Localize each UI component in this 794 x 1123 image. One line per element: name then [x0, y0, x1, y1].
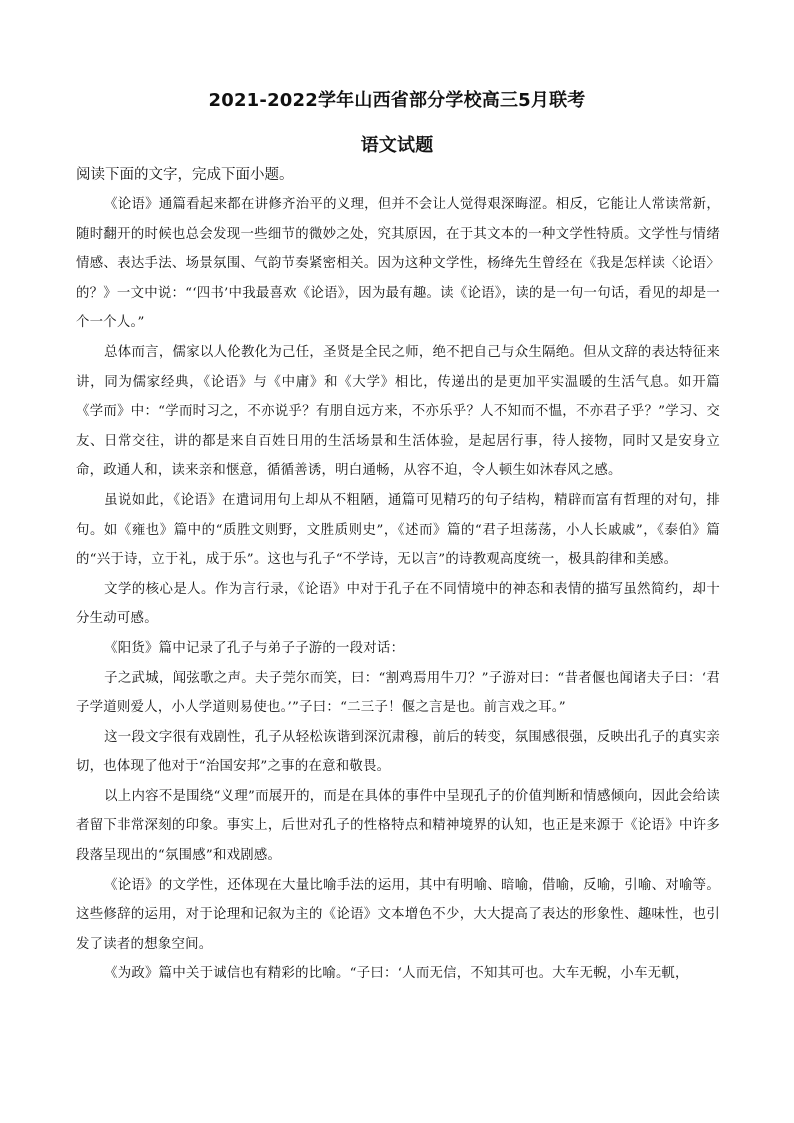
paragraph-9: 《论语》的文学性，还体现在大量比喻手法的运用，其中有明喻、暗喻，借喻，反喻，引喻、对喻等。这些修辞的运用，对于论理和记叙为主的《论语》文本增色不少，大大提高了表达的形象性、趣味性，也引发了读者的想象空间。 [76, 877, 720, 952]
paragraph-10: 《为政》篇中关于诚信也有精彩的比喻。“子曰：‘人而无信，不知其可也。大车无輗，小车无軏， [104, 966, 689, 982]
paragraph-4: 文学的核心是人。作为言行录，《论语》中对于孔子在不同情境中的神态和表情的描写虽然简约，却十分生动可感。 [76, 581, 720, 627]
paragraph-3: 虽说如此，《论语》在遣词用句上却从不粗陋，通篇可见精巧的句子结构，精辟而富有哲理的对句，排句。如《雍也》篇中的“质胜文则野，文胜质则史”，《述而》篇的“君子坦荡荡，小人长戚戚”，《泰伯》篇的“兴于诗，立于礼，成于乐”。这也与孔子“不学诗，无以言”的诗教观高度统一，极具韵律和美感。 [76, 492, 720, 568]
paragraph-2: 总体而言，儒家以人伦教化为己任，圣贤是全民之师，绝不把自己与众生隔绝。但从文辞的表达特征来讲，同为儒家经典，《论语》与《中庸》和《大学》相比，传递出的是更加平实温暖的生活气息。如开篇《学而》中：“学而时习之，不亦说乎？有朋自远方来，不亦乐乎？人不知而不愠，不亦君子乎？”学习、交友、日常交往，讲的都是来自百姓日用的生活场景和生活体验，是起居行事，待人接物，同时又是安身立命，政通人和，读来亲和惬意，循循善诱，明白通畅，从容不迫，令人顿生如沐春风之感。 [76, 344, 720, 479]
paragraph-6: 子之武城，闻弦歌之声。夫子莞尔而笑，曰：“割鸡焉用牛刀？”子游对曰：“昔者偃也闻诸夫子曰：‘君子学道则爱人，小人学道则易使也。’”子曰：“二三子！偃之言是也。前言戏之耳。” [76, 670, 720, 716]
paragraph-1: 《论语》通篇看起来都在讲修齐治平的义理，但并不会让人觉得艰深晦涩。相反，它能让人常读常新，随时翻开的时候也总会发现一些细节的微妙之处，究其原因，在于其文本的一种文学性特质。文学性与情绪情感、表达手法、场景氛围、气韵节奏紧密相关。因为这种文学性，杨绛先生曾经在《我是怎样读〈论语〉的？》一文中说：“‘四书’中我最喜欢《论语》，因为最有趣。读《论语》，读的是一句一句话，看见的却是一个一个人。” [76, 197, 720, 331]
paragraph-5: 《阳货》篇中记录了孔子与弟子子游的一段对话： [104, 640, 405, 656]
paragraph-8: 以上内容不是围绕“义理”而展开的，而是在具体的事件中呈现孔子的价值判断和情感倾向，因此会给读者留下非常深刻的印象。事实上，后世对孔子的性格特点和精神境界的认知，也正是来源于《论语》中许多段落呈现出的“氛围感”和戏剧感。 [76, 788, 720, 864]
paragraph-7: 这一段文字很有戏剧性，孔子从轻松诙谐到深沉肃穆，前后的转变，氛围感很强，反映出孔子的真实亲切，也体现了他对于“治国安邦”之事的在意和敬畏。 [76, 729, 720, 775]
document-subtitle: 语文试题 [360, 135, 434, 156]
document-title: 2021-2022学年山西省部分学校高三5月联考 [208, 90, 586, 111]
reading-instruction: 阅读下面的文字，完成下面小题。 [76, 167, 294, 183]
article-body [76, 190, 720, 989]
